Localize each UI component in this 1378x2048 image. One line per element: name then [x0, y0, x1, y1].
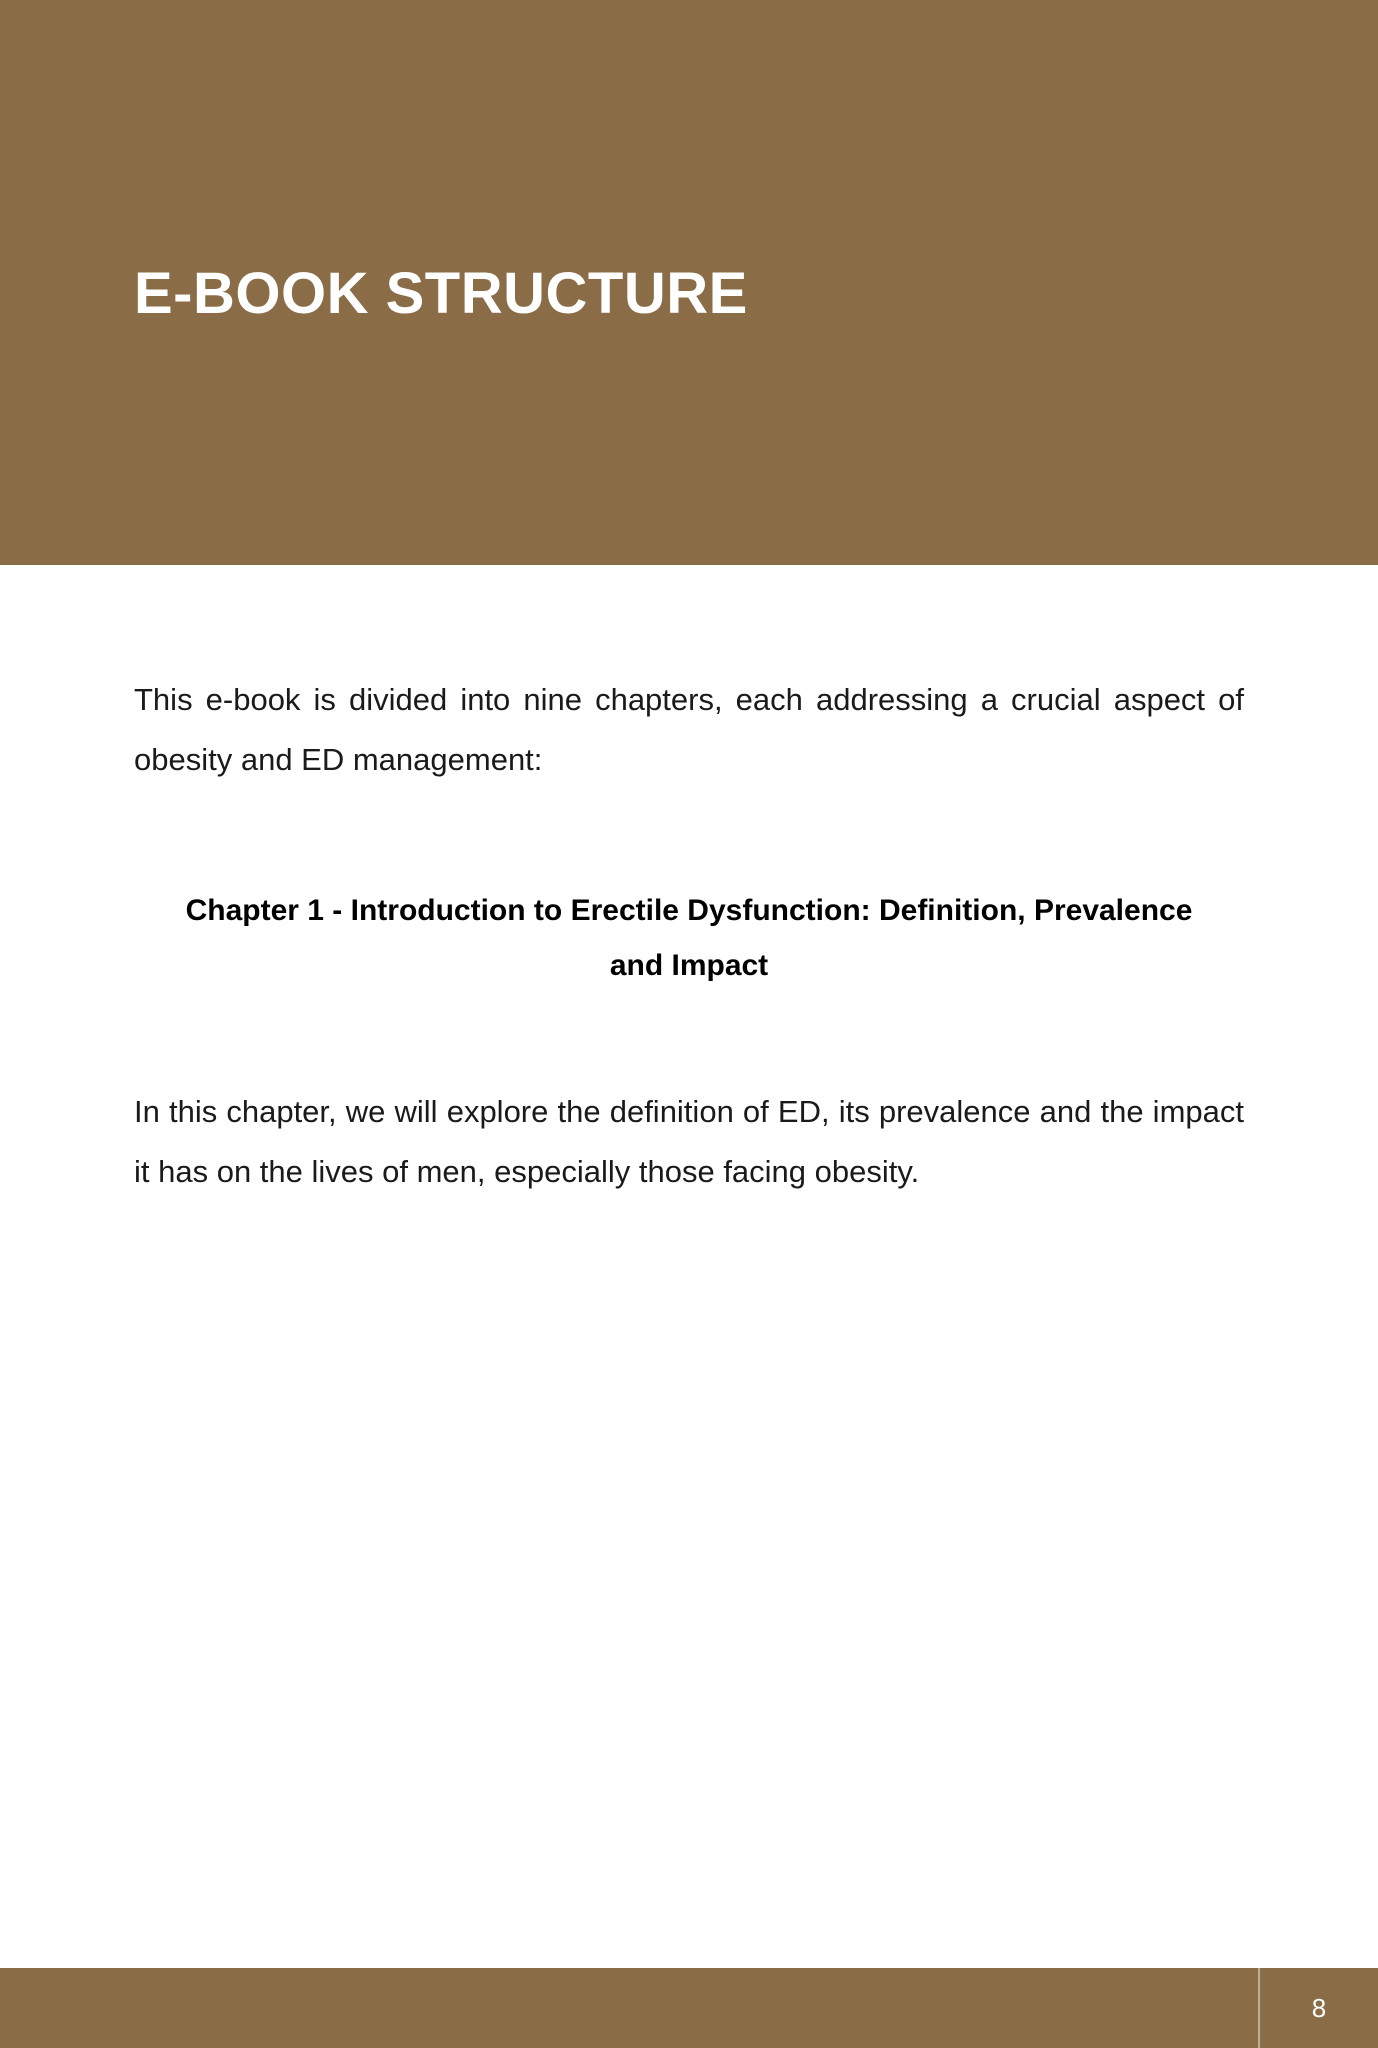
chapter-paragraph: In this chapter, we will explore the definition of ED, its prevalence and the impact it has on the lives of men, especially those facing obesity.: [134, 1093, 1244, 1190]
chapter-heading: Chapter 1 - Introduction to Erectile Dysfunction: Definition, Prevalence and Impact: [185, 893, 1193, 983]
intro-paragraph: This e-book is divided into nine chapters, each addressing a crucial aspect of obesity and ED management:: [134, 682, 1244, 778]
page-title: E-BOOK STRUCTURE: [134, 261, 748, 326]
page-number: 8: [1311, 1992, 1327, 2023]
footer-band: [0, 1968, 1378, 2048]
header-band: [0, 0, 1378, 565]
footer-divider: [1258, 1968, 1260, 2048]
page-content: [0, 565, 1378, 1968]
